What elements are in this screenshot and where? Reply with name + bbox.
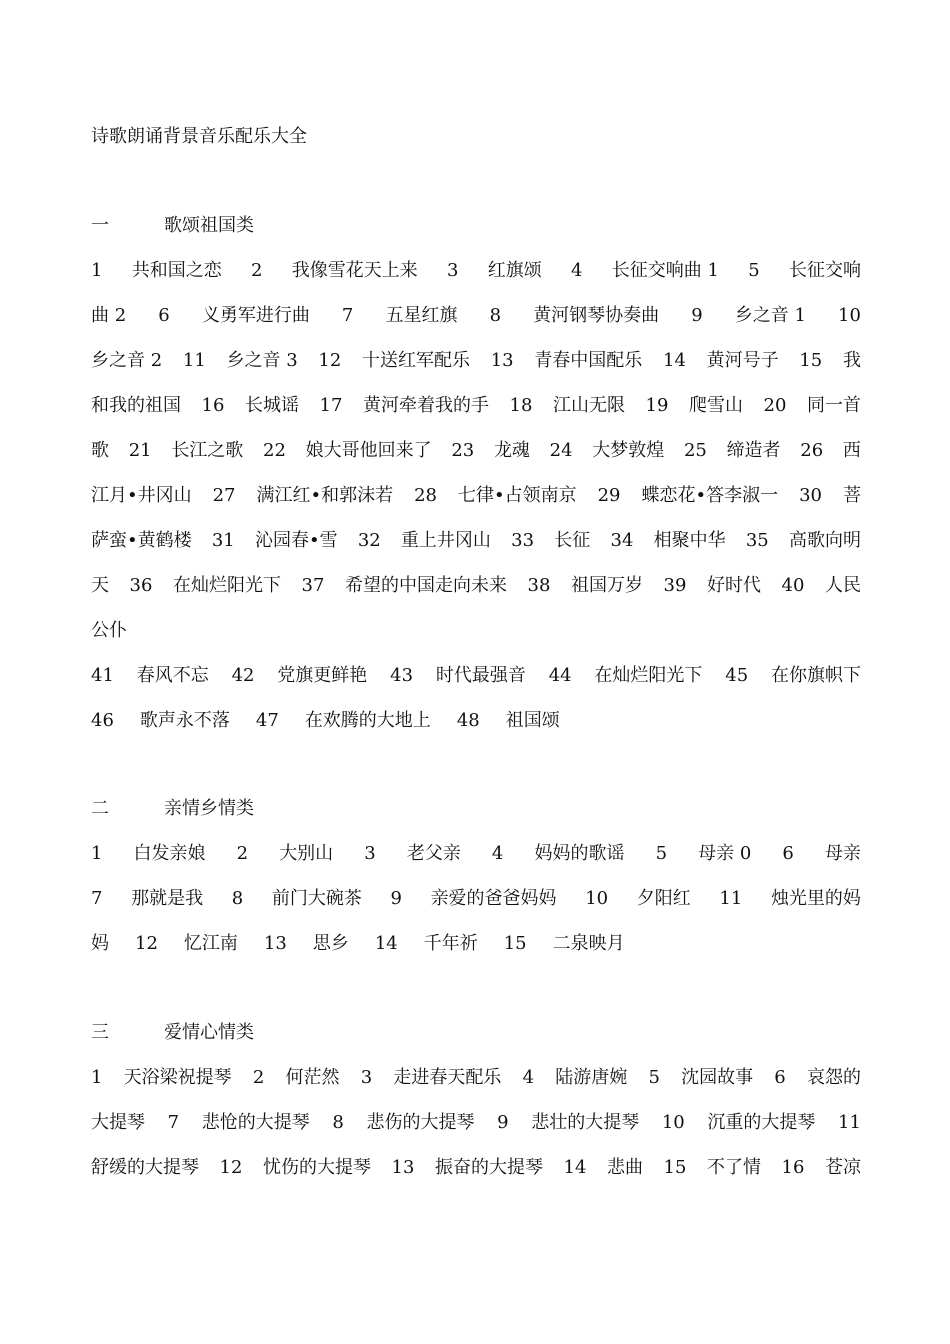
list-token: 萨蛮•黄鹤楼 [91,530,192,551]
list-line [91,840,861,868]
list-token: 乡之音 1 [734,305,806,326]
list-line [91,572,861,600]
list-token: 二泉映月 [552,933,625,954]
section-heading [91,212,861,240]
list-token: 10 [661,1112,685,1133]
list-token: 祖国颂 [505,710,560,731]
list-token: 妈妈的歌谣 [534,843,625,864]
list-token: 4 [571,260,583,281]
list-token: 40 [781,575,805,596]
list-token: 长江之歌 [171,440,244,461]
list-token: 44 [548,665,572,686]
list-token: 10 [585,888,609,909]
list-token: 忆江南 [183,933,238,954]
list-token: 同一首 [807,395,861,416]
section-heading [91,795,861,823]
list-token: 红旗颂 [487,260,542,281]
list-token: 沉重的大提琴 [707,1112,816,1133]
list-token: 33 [511,530,535,551]
list-token: 亲爱的爸爸妈妈 [430,888,557,909]
list-line [91,347,861,375]
list-line [91,885,861,913]
list-token: 11 [838,1112,861,1133]
list-token: 长征交响 [788,260,861,281]
list-token: 陆游唐婉 [555,1067,628,1088]
list-token: 35 [745,530,769,551]
list-token: 前门大碗茶 [271,888,362,909]
list-token: 烛光里的妈 [770,888,861,909]
list-token: 13 [490,350,514,371]
list-token: 3 [364,843,376,864]
list-line [91,707,861,735]
list-token: 大梦敦煌 [592,440,665,461]
list-token: 娘大哥他回来了 [305,440,432,461]
list-token: 46 [91,710,114,731]
list-token: 五星红旗 [385,305,458,326]
list-token: 重上井冈山 [400,530,491,551]
list-token: 我像雪花天上来 [291,260,418,281]
list-token: 37 [301,575,325,596]
list-token: 长城谣 [245,395,299,416]
list-token: 思乡 [312,933,349,954]
list-token: 歌 [91,440,109,461]
list-token: 江月•井冈山 [91,485,192,506]
list-token: 19 [645,395,669,416]
list-token: 西 [842,440,861,461]
list-token: 12 [135,933,158,954]
list-token: 七律•占领南京 [458,485,577,506]
list-token: 1 [91,1067,103,1088]
list-token: 大别山 [279,843,334,864]
list-token: 苍凉 [825,1157,861,1178]
list-token: 32 [357,530,381,551]
list-token: 7 [341,305,354,326]
list-token: 29 [597,485,621,506]
list-token: 在灿烂阳光下 [594,665,703,686]
list-token: 6 [774,1067,786,1088]
list-token: 2 [236,843,249,864]
list-token: 千年祈 [423,933,478,954]
list-token: 沈园故事 [681,1067,754,1088]
list-token: 菩 [843,485,861,506]
list-token: 蝶恋花•答李淑一 [641,485,779,506]
list-line [91,437,861,465]
list-line [91,302,861,330]
list-token: 春风不忘 [136,665,209,686]
list-token: 15 [799,350,823,371]
list-token: 5 [648,1067,660,1088]
list-token: 在灿烂阳光下 [173,575,281,596]
list-line [91,617,861,645]
list-token: 天浴梁祝提琴 [123,1067,232,1088]
list-token: 16 [201,395,225,416]
list-token: 15 [663,1157,687,1178]
list-token: 36 [129,575,153,596]
list-token: 9 [497,1112,509,1133]
list-token: 13 [391,1157,415,1178]
doc-title: 诗歌朗诵背景音乐配乐大全 [91,126,307,147]
list-token: 母亲 [824,843,861,864]
list-token: 党旗更鲜艳 [277,665,368,686]
list-token: 6 [782,843,794,864]
list-token: 1 [91,843,103,864]
list-line [91,257,861,285]
list-token: 满江红•和郭沫若 [256,485,394,506]
list-token: 17 [319,395,343,416]
list-token: 在你旗帜下 [770,665,861,686]
list-token: 舒缓的大提琴 [91,1157,199,1178]
section-title: 歌颂祖国类 [164,215,254,236]
list-token: 41 [91,665,114,686]
list-token: 8 [489,305,502,326]
list-token: 那就是我 [131,888,204,909]
list-token: 23 [451,440,475,461]
list-line [91,662,861,690]
list-token: 长征 [554,530,591,551]
list-token: 乡之音 2 [91,350,163,371]
list-token: 江山无限 [553,395,625,416]
list-token: 9 [691,305,703,326]
list-token: 14 [663,350,686,371]
list-token: 沁园春•雪 [254,530,338,551]
list-token: 42 [231,665,255,686]
list-token: 人民 [825,575,861,596]
list-token: 哀怨的 [806,1067,861,1088]
list-token: 12 [219,1157,243,1178]
list-token: 公仆 [91,620,127,641]
list-token: 希望的中国走向未来 [345,575,507,596]
list-token: 老父亲 [406,843,461,864]
list-token: 忧伤的大提琴 [263,1157,371,1178]
list-token: 何茫然 [285,1067,340,1088]
list-token: 3 [447,260,459,281]
list-token: 高歌向明 [788,530,861,551]
list-line [91,1109,861,1137]
list-line [91,1064,861,1092]
list-token: 30 [799,485,823,506]
list-token: 14 [374,933,398,954]
list-token: 祖国万岁 [571,575,643,596]
list-token: 好时代 [707,575,761,596]
list-token: 27 [212,485,236,506]
section-number: 二 [91,798,109,819]
list-token: 26 [800,440,824,461]
list-token: 28 [414,485,438,506]
list-token: 歌声永不落 [139,710,230,731]
list-token: 缔造者 [726,440,781,461]
list-token: 11 [719,888,743,909]
list-token: 大提琴 [91,1112,145,1133]
list-token: 45 [725,665,749,686]
list-token: 黄河钢琴协奏曲 [533,305,660,326]
list-token: 走进春天配乐 [393,1067,502,1088]
list-token: 相聚中华 [653,530,726,551]
list-token: 和我的祖国 [91,395,181,416]
list-token: 22 [263,440,286,461]
list-token: 夕阳红 [636,888,691,909]
list-token: 共和国之恋 [131,260,222,281]
list-token: 7 [91,888,103,909]
list-token: 13 [263,933,287,954]
list-token: 31 [211,530,235,551]
list-token: 我 [842,350,861,371]
list-line [91,1154,861,1182]
list-token: 青春中国配乐 [534,350,643,371]
list-token: 15 [503,933,527,954]
list-token: 妈 [91,933,109,954]
list-token: 43 [390,665,414,686]
list-token: 3 [360,1067,373,1088]
list-token: 4 [491,843,504,864]
list-token: 39 [663,575,687,596]
list-token: 振奋的大提琴 [435,1157,543,1178]
list-token: 时代最强音 [435,665,526,686]
list-token: 11 [182,350,206,371]
list-token: 十送红军配乐 [362,350,470,371]
list-token: 长征交响曲 1 [611,260,719,281]
list-token: 爬雪山 [689,395,743,416]
list-token: 天 [91,575,109,596]
list-token: 2 [251,260,263,281]
list-token: 黄河牵着我的手 [363,395,489,416]
list-token: 悲曲 [607,1157,643,1178]
section-number: 一 [91,215,109,236]
list-token: 龙魂 [493,440,530,461]
list-token: 乡之音 3 [226,350,298,371]
list-token: 38 [527,575,551,596]
section-heading [91,1019,861,1047]
list-token: 母亲 0 [698,843,752,864]
list-line [91,392,861,420]
list-token: 不了情 [707,1157,761,1178]
list-token: 6 [158,305,170,326]
list-token: 8 [231,888,244,909]
list-token: 12 [318,350,342,371]
list-token: 4 [522,1067,535,1088]
list-token: 7 [167,1112,180,1133]
list-line [91,482,861,510]
list-token: 20 [763,395,787,416]
list-token: 16 [781,1157,805,1178]
list-token: 8 [332,1112,344,1133]
list-token: 在欢腾的大地上 [304,710,431,731]
list-token: 曲 2 [91,305,127,326]
list-token: 24 [549,440,573,461]
section-number: 三 [91,1022,109,1043]
list-token: 5 [655,843,668,864]
list-token: 悲伤的大提琴 [366,1112,475,1133]
list-token: 14 [563,1157,587,1178]
list-line [91,930,861,958]
section-title: 爱情心情类 [164,1022,254,1043]
list-token: 18 [509,395,533,416]
list-token: 1 [91,260,103,281]
list-token: 悲壮的大提琴 [531,1112,640,1133]
list-token: 白发亲娘 [133,843,206,864]
list-token: 25 [683,440,707,461]
list-token: 10 [838,305,861,326]
list-token: 34 [610,530,634,551]
list-token: 黄河号子 [706,350,779,371]
section-title: 亲情乡情类 [164,798,254,819]
list-token: 悲怆的大提琴 [201,1112,310,1133]
list-token: 义勇军进行曲 [201,305,310,326]
list-line [91,527,861,555]
list-token: 48 [456,710,480,731]
list-token: 5 [748,260,760,281]
list-token: 47 [255,710,279,731]
list-token: 21 [128,440,152,461]
list-token: 2 [252,1067,265,1088]
list-token: 9 [390,888,402,909]
